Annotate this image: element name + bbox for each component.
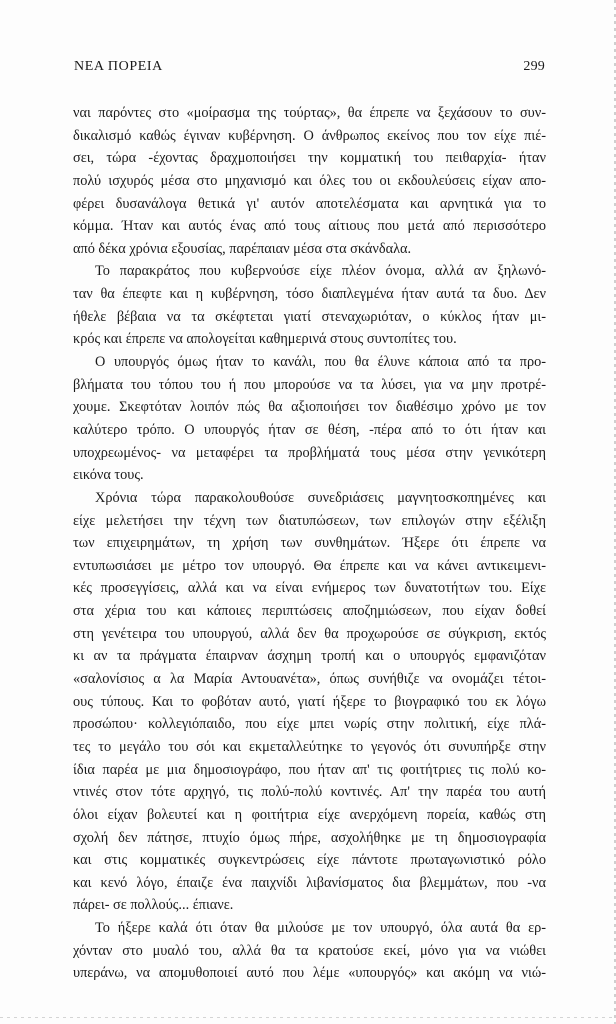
text-line: είχε μελετήσει την τέχνη των διατυπώσεων, των επιλογών στην εξέλιξη — [73, 512, 546, 529]
text-line: βλήματα του τόπου του ή που μπορούσε να τα λύσει, για να μην προτρέ- — [73, 376, 546, 393]
text-line: δικαλισμό καθώς έγιναν κυβέρνηση. Ο άνθρωπος εκείνος που τον είχε πιέ- — [73, 127, 546, 144]
text-line: των επιχειρημάτων, τη χρήση των συνθημάτων. Ήξερε ότι έπρεπε να — [73, 535, 546, 552]
text-line: στα χέρια του και κάποιες περιπτώσεις αποζημιώσεων, που είχαν δοθεί — [73, 603, 546, 620]
text-line: κρός και έπρεπε να απολογείται καθημερινά στους συντοπίτες του. — [73, 331, 457, 348]
text-line: Το παρακράτος που κυβερνούσε είχε πλέον όνομα, αλλά αν ξηλωνό- — [95, 263, 546, 280]
text-line: κόμμα. Ήταν και αυτός ένας από τους αίτιους που μετά από περισσότερο — [73, 218, 546, 235]
text-line: στη γενέτειρα του υπουργού, αλλά δεν θα προχωρούσε σε σύγκριση, εκτός — [73, 625, 546, 642]
text-line: ταν θα έπεφτε και η κυβέρνηση, τόσο διαπλεγμένα ήταν αυτά τα δυο. Δεν — [73, 286, 546, 303]
text-line: πάρει- σε πολλούς... έπιανε. — [73, 897, 234, 914]
text-line: ήθελε βέβαια να τα σκέφτεται γιατί στεναχωριόταν, ο κύκλος ήταν μι- — [73, 308, 546, 325]
text-line: υποχρεωμένος- να μεταφέρει τα προβλήματά τους μέσα στην γενικότερη — [73, 444, 546, 461]
text-line: προσώπου· κολλεγιόπαιδο, που είχε μπει νωρίς στην πολιτική, είχε πλά- — [73, 716, 546, 733]
running-header — [74, 59, 545, 75]
text-line: φέρει δυσανάλογα θετικά γι' αυτόν αποτελέσματα και αρνητικά για το — [73, 195, 546, 212]
text-line: «σαλονίσιος α λα Μαρία Αντουανέτα», όπως συνήθιζε να ονομάζει τέτοι- — [73, 671, 546, 688]
text-line: ντινές στον τότε αρχηγό, τις πολύ-πολύ κοντινές. Απ' την παρέα του αυτή — [73, 784, 546, 801]
text-line: σει, τώρα -έχοντας δραχμοποιήσει την κομματική του πειθαρχία- ήταν — [73, 150, 546, 167]
text-line: κι αν τα πράγματα έπαιρναν άσχημη τροπή και ο υπουργός εμφανιζόταν — [73, 648, 546, 665]
text-line: χουμε. Σκεφτόταν λοιπόν πώς θα αξιοποιήσει τον διαθέσιμο χρόνο με τον — [73, 399, 546, 416]
text-line: Χρόνια τώρα παρακολουθούσε συνεδριάσεις μαγνητοσκοπημένες και — [95, 489, 546, 506]
page-number: 299 — [523, 59, 545, 74]
text-line: Το ήξερε καλά ότι όταν θα μιλούσε με τον υπουργό, όλα αυτά θα ερ- — [95, 920, 546, 937]
text-line: καλύτερο τρόπο. Ο υπουργός ήταν σε θέση, -πέρα από το ότι ήταν και — [73, 421, 546, 438]
text-line: εντυπωσιάσει με μέτρο τον υπουργό. Θα έπρεπε και να κάνει αντικειμενι- — [73, 557, 546, 574]
text-line: χόνταν στο μυαλό του, αλλά θα τα κρατούσε εκεί, μόνο για να νιώθει — [73, 942, 546, 959]
text-line: ναι παρόντες στο «μοίρασμα της τούρτας», θα έπρεπε να ξεχάσουν το συν- — [73, 105, 546, 121]
text-line: Ο υπουργός όμως ήταν το κανάλι, που θα έλυνε κάποια από τα προ- — [95, 354, 546, 371]
text-line: και κενό λόγο, έπαιζε ένα παιχνίδι λιβανίσματος δια βλεμμάτων, που -να — [73, 874, 546, 891]
text-line: και στις κομματικές συγκεντρώσεις είχε πάντοτε πρωταγωνιστικό ρόλο — [73, 852, 546, 869]
page-edge-bottom — [0, 1017, 616, 1018]
text-line: εικόνα τους. — [73, 467, 144, 484]
text-line: από δέκα χρόνια εξουσίας, παρέπαιαν μέσα στα σκάνδαλα. — [73, 240, 412, 257]
text-line: τες το μεγάλο του σόι και εκμεταλλεύτηκε το γεγονός ότι συνυπήρξε στην — [73, 738, 546, 755]
text-line: σχολή δεν πάτησε, πτυχίο όμως πήρε, ασχολήθηκε με τη δημοσιογραφία — [73, 829, 546, 846]
text-line: όλοι είχαν βολευτεί και η φοιτήτρια είχε ανερχόμενη πορεία, καθώς στη — [73, 806, 546, 823]
text-line: ίδια παρέα με μια δημοσιογράφο, που ήταν απ' τις φοιτήτριες τις πολύ κο- — [73, 761, 546, 778]
running-title: ΝΕΑ ΠΟΡΕΙΑ — [74, 59, 163, 74]
body-text — [73, 102, 546, 985]
text-line: υπεράνω, να απομυθοποιεί αυτό που λέμε «υπουργός» και ακόμη να νιώ- — [73, 965, 546, 982]
text-line: ους τύπους. Και το φοβόταν αυτό, γιατί ήξερε το βιογραφικό του εκ λόγω — [73, 693, 546, 710]
text-line: κές προσεγγίσεις, αλλά και να είναι ενήμερος των δυνατοτήτων του. Είχε — [73, 580, 546, 597]
text-line: πολύ ισχυρός μέσα στο μηχανισμό και όλες του οι εκδουλεύσεις είχαν απο- — [73, 172, 546, 189]
